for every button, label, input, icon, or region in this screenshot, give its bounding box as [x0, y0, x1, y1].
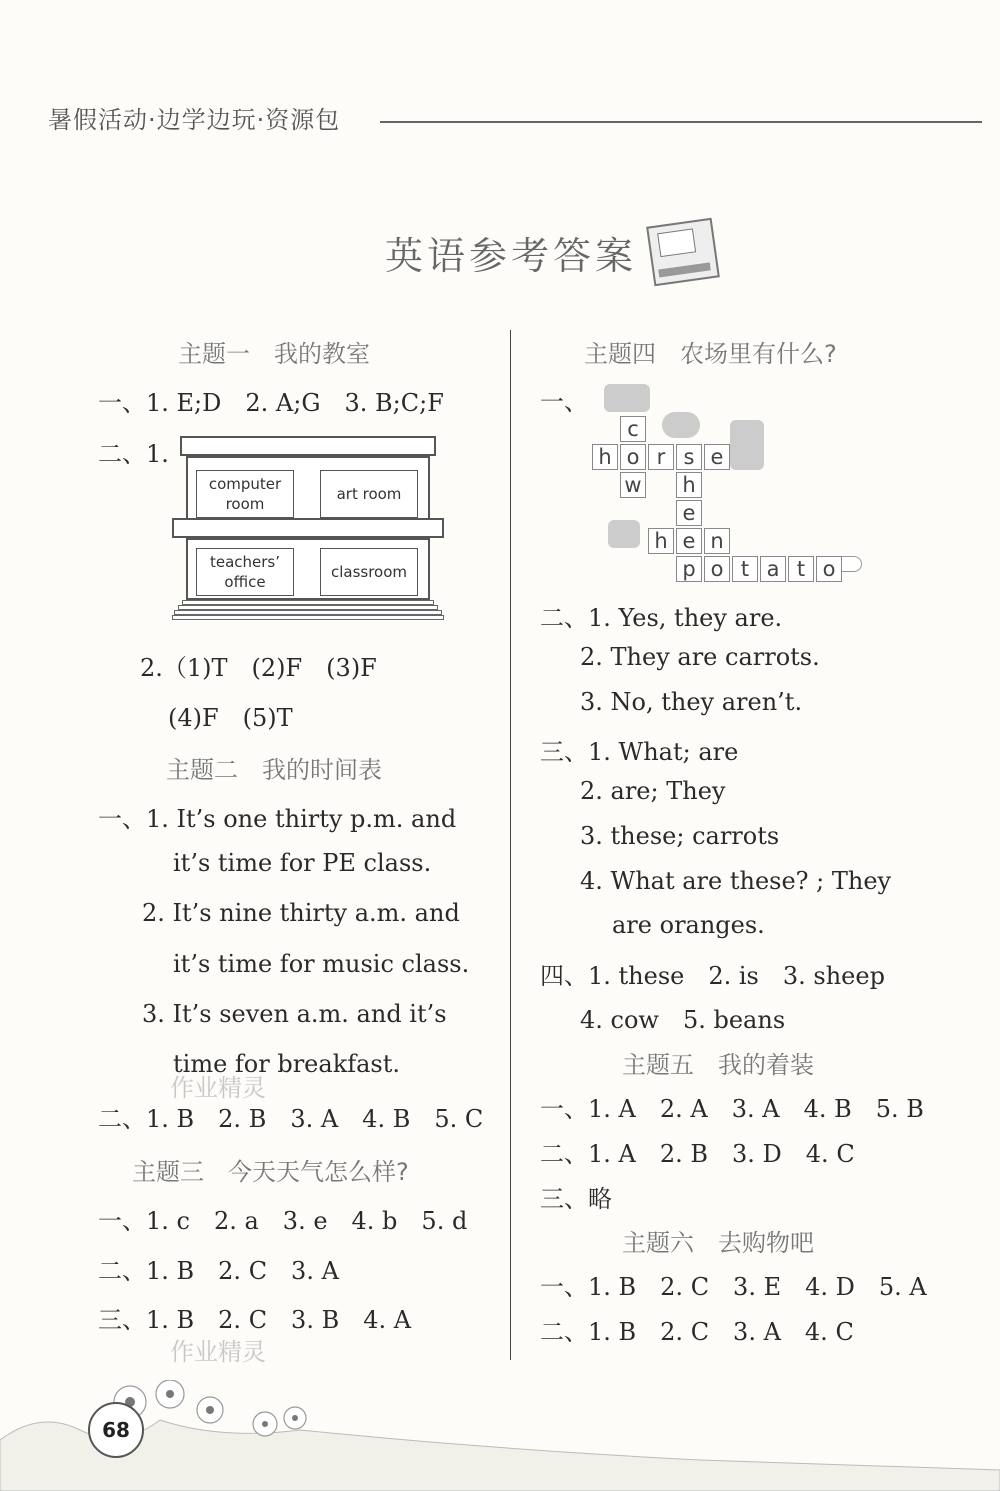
room-label: teachers’ office [196, 548, 294, 596]
flower-illustration [0, 1380, 1000, 1491]
header-rule [380, 121, 982, 123]
answer-line: 2. are; They [580, 777, 726, 805]
answer-line: 三、1. B 2. C 3. B 4. A [98, 1306, 412, 1334]
answer-line: 一、1. c 2. a 3. e 4. b 5. d [98, 1207, 468, 1235]
horse-icon [730, 420, 764, 470]
answer-line: 二、1. B 2. B 3. A 4. B 5. C [98, 1105, 484, 1133]
answer-line: 二、1. B 2. C 3. A 4. C [540, 1318, 854, 1346]
crossword-cell: e [676, 500, 702, 526]
crossword-cell: p [676, 556, 702, 582]
crossword-cell: h [676, 472, 702, 498]
hen-icon [608, 520, 640, 548]
answer-line: 三、1. What; are [540, 738, 739, 766]
answer-line: it’s time for PE class. [173, 849, 432, 877]
crossword-cell: t [732, 556, 758, 582]
crossword-cell: h [592, 444, 618, 470]
answer-line: 2. It’s nine thirty a.m. and [142, 899, 460, 927]
answer-line: 一、1. B 2. C 3. E 4. D 5. A [540, 1273, 927, 1301]
crossword-cell: c [620, 416, 646, 442]
topic-heading: 主题三 今天天气怎么样? [132, 1158, 409, 1186]
crossword-cell: e [676, 528, 702, 554]
answer-line: 四、1. these 2. is 3. sheep [540, 962, 885, 990]
answer-line: 2. They are carrots. [580, 643, 820, 671]
room-label: classroom [320, 548, 418, 596]
answer-line: 4. What are these? ; They [580, 867, 892, 895]
stamp-icon [646, 218, 720, 287]
topic-heading: 主题五 我的着装 [622, 1051, 814, 1079]
answer-line: 一、 [540, 388, 588, 416]
page-title: 英语参考答案 [385, 234, 638, 278]
topic-heading: 主题六 去购物吧 [622, 1229, 814, 1257]
watermark: 作业精灵 [170, 1074, 266, 1102]
column-divider [510, 330, 511, 1360]
crossword-cell: w [620, 472, 646, 498]
answer-line: 3. No, they aren’t. [580, 688, 803, 716]
answer-line: (4)F (5)T [168, 704, 293, 732]
crossword-cell: h [648, 528, 674, 554]
topic-heading: 主题二 我的时间表 [166, 756, 382, 784]
building-floor-divider [172, 518, 444, 538]
room-label: computer room [196, 470, 294, 518]
crossword-cell: e [704, 444, 730, 470]
building-step [172, 615, 444, 620]
answer-line: 二、1. A 2. B 3. D 4. C [540, 1140, 855, 1168]
cow-icon [604, 384, 650, 412]
answer-line: it’s time for music class. [173, 950, 470, 978]
answer-line: time for breakfast. [173, 1050, 401, 1078]
crossword-cell: r [648, 444, 674, 470]
answer-line: 2.（1)T (2)F (3)F [140, 654, 377, 682]
answer-line: 一、1. It’s one thirty p.m. and [98, 805, 457, 833]
answer-line: 3. It’s seven a.m. and it’s [142, 1000, 447, 1028]
series-logo: 暑假活动·边学边玩·资源包 [48, 106, 341, 134]
crossword-cell: o [620, 444, 646, 470]
answer-line: are oranges. [612, 911, 765, 939]
footer-decoration [0, 1380, 1000, 1491]
crossword-cell: t [788, 556, 814, 582]
crossword-cell: o [704, 556, 730, 582]
answer-line: 3. these; carrots [580, 822, 780, 850]
school-building-diagram [172, 436, 444, 622]
answer-line: 一、1. E;D 2. A;G 3. B;C;F [98, 389, 444, 417]
crossword-cell: o [816, 556, 842, 582]
answer-line: 二、1. Yes, they are. [540, 604, 783, 632]
sheep-icon [662, 412, 700, 438]
watermark: 作业精灵 [170, 1338, 266, 1366]
answer-line: 二、1. [98, 440, 169, 468]
building-roof [180, 436, 436, 456]
answer-line: 二、1. B 2. C 3. A [98, 1257, 339, 1285]
crossword-cell: s [676, 444, 702, 470]
answer-line: 一、1. A 2. A 3. A 4. B 5. B [540, 1095, 924, 1123]
crossword-cell: n [704, 528, 730, 554]
answer-line: 4. cow 5. beans [580, 1006, 786, 1034]
crossword-cell: a [760, 556, 786, 582]
crossword-puzzle [590, 384, 860, 580]
room-label: art room [320, 470, 418, 518]
topic-heading: 主题四 农场里有什么? [584, 340, 837, 368]
answer-line: 三、略 [540, 1185, 612, 1213]
topic-heading: 主题一 我的教室 [178, 340, 370, 368]
page-number: 68 [88, 1402, 144, 1458]
